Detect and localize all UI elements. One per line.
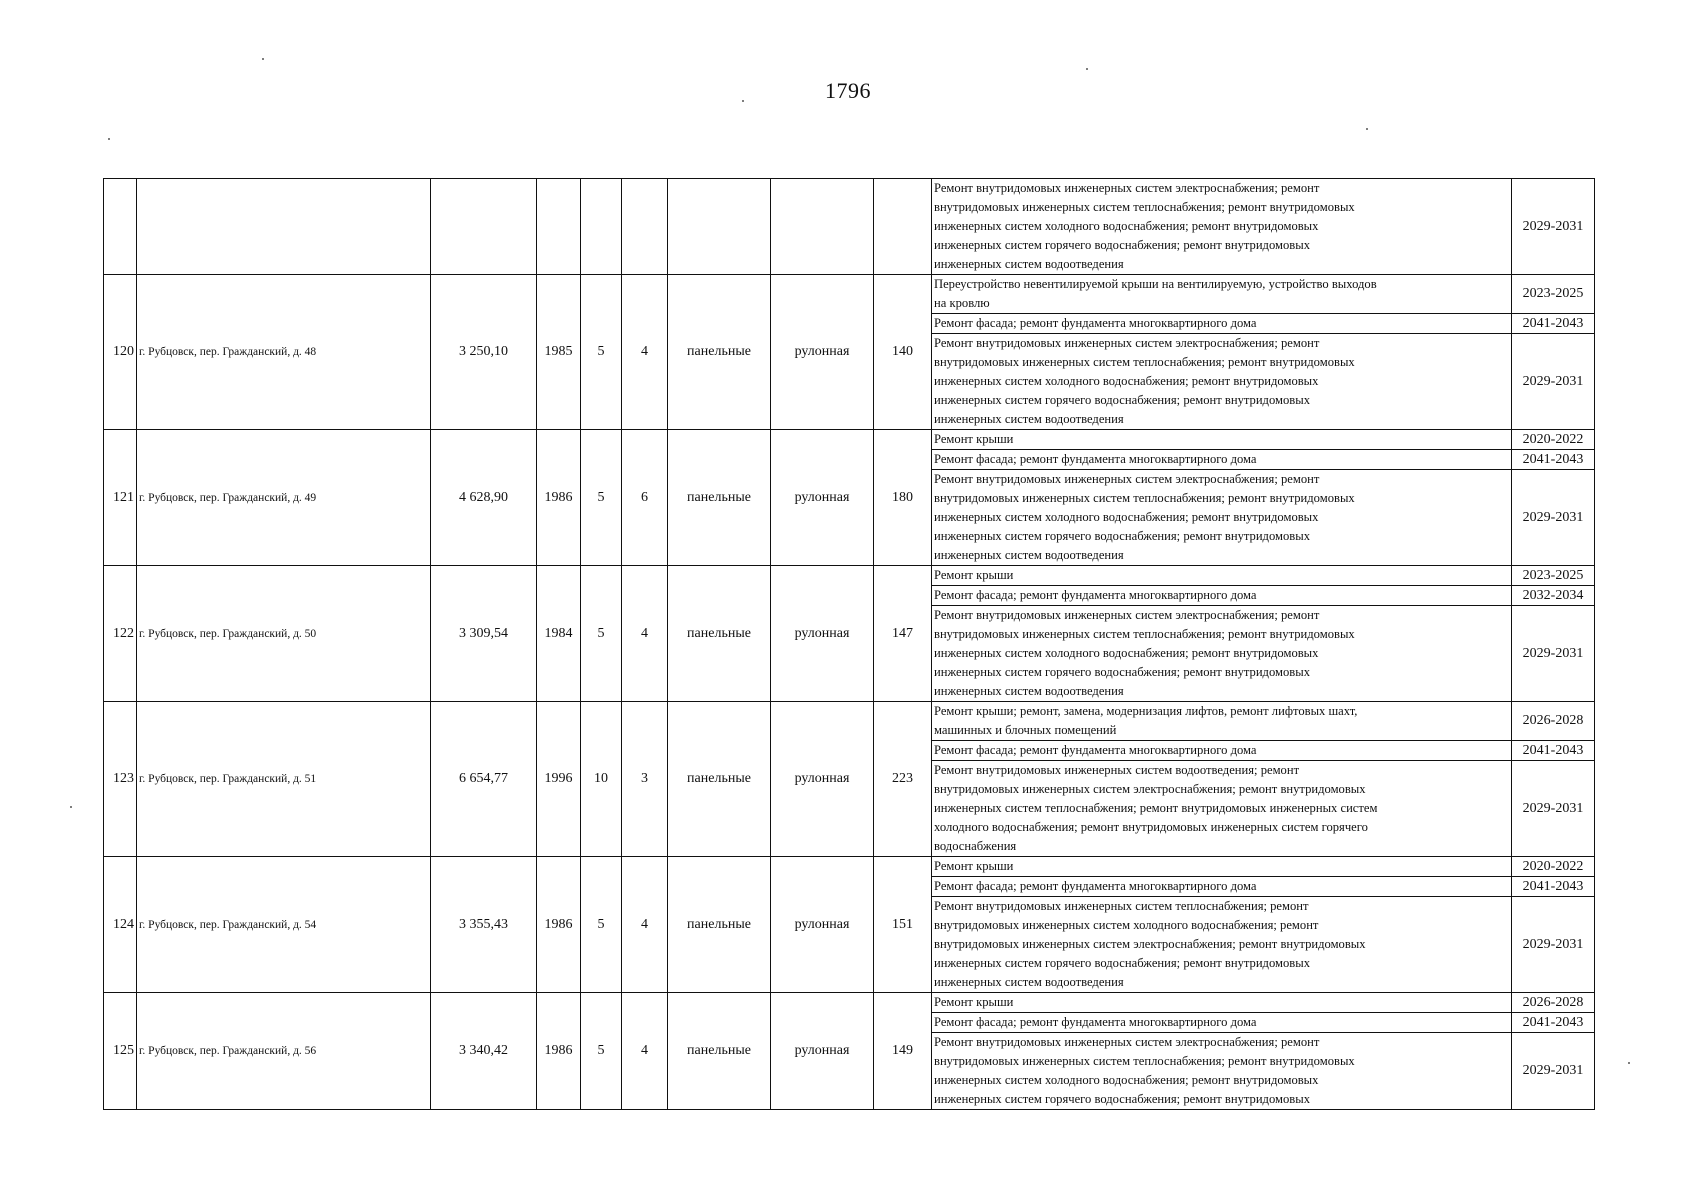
year-built-cell: 1986 (537, 430, 581, 566)
work-description-cell (932, 761, 1512, 857)
work-line: инженерных систем холодного водоснабжения; ремонт внутридомовых (934, 219, 1319, 233)
work-period-cell: 2032-2034 (1512, 586, 1595, 606)
work-period-cell: 2029-2031 (1512, 897, 1595, 993)
table-row (104, 430, 1595, 450)
work-line: холодного водоснабжения; ремонт внутридомовых инженерных систем горячего (934, 820, 1368, 834)
work-line: внутридомовых инженерных систем теплоснабжения; ремонт внутридомовых (934, 627, 1355, 641)
work-description-cell (932, 470, 1512, 566)
work-description-cell (932, 857, 1512, 877)
work-line: Ремонт крыши (934, 432, 1014, 446)
work-line: внутридомовых инженерных систем электроснабжения; ремонт внутридомовых (934, 782, 1366, 796)
work-period-cell: 2020-2022 (1512, 857, 1595, 877)
work-line: внутридомовых инженерных систем теплоснабжения; ремонт внутридомовых (934, 491, 1355, 505)
work-period-cell: 2041-2043 (1512, 877, 1595, 897)
entrances-cell: 4 (622, 857, 668, 993)
roof-type-cell: рулонная (771, 702, 874, 857)
work-line: инженерных систем горячего водоснабжения; ремонт внутридомовых (934, 665, 1310, 679)
scan-speck (262, 58, 264, 60)
row-number: 120 (104, 275, 137, 430)
row-number: 124 (104, 857, 137, 993)
work-line: внутридомовых инженерных систем теплоснабжения; ремонт внутридомовых (934, 355, 1355, 369)
work-line: Ремонт крыши (934, 995, 1014, 1009)
work-description-cell (932, 566, 1512, 586)
wall-material-cell: панельные (668, 702, 771, 857)
work-period-cell: 2023-2025 (1512, 275, 1595, 314)
residents-cell: 180 (874, 430, 932, 566)
work-period-cell: 2041-2043 (1512, 741, 1595, 761)
wall-material-cell: панельные (668, 857, 771, 993)
row-number (104, 179, 137, 275)
address-cell: г. Рубцовск, пер. Гражданский, д. 54 (137, 857, 431, 993)
residents-cell: 151 (874, 857, 932, 993)
roof-type-cell (771, 179, 874, 275)
work-line: инженерных систем водоотведения (934, 257, 1124, 271)
work-line: внутридомовых инженерных систем теплоснабжения; ремонт внутридомовых (934, 200, 1355, 214)
table-row (104, 275, 1595, 314)
work-line: инженерных систем горячего водоснабжения; ремонт внутридомовых (934, 529, 1310, 543)
scan-speck (742, 100, 744, 102)
work-period-cell: 2041-2043 (1512, 314, 1595, 334)
row-number: 123 (104, 702, 137, 857)
work-line: на кровлю (934, 296, 990, 310)
work-description-cell (932, 430, 1512, 450)
work-line: инженерных систем горячего водоснабжения; ремонт внутридомовых (934, 956, 1310, 970)
work-period-cell: 2026-2028 (1512, 993, 1595, 1013)
work-line: Ремонт фасада; ремонт фундамента многоквартирного дома (934, 1015, 1257, 1029)
work-line: Ремонт внутридомовых инженерных систем водоотведения; ремонт (934, 763, 1300, 777)
work-period-cell: 2029-2031 (1512, 606, 1595, 702)
address-cell: г. Рубцовск, пер. Гражданский, д. 49 (137, 430, 431, 566)
area-cell: 3 355,43 (431, 857, 537, 993)
floors-cell (581, 179, 622, 275)
scan-speck (1086, 68, 1088, 70)
area-cell: 3 250,10 (431, 275, 537, 430)
floors-cell: 5 (581, 430, 622, 566)
address-cell: г. Рубцовск, пер. Гражданский, д. 56 (137, 993, 431, 1110)
work-line: Ремонт внутридомовых инженерных систем электроснабжения; ремонт (934, 1035, 1320, 1049)
floors-cell: 5 (581, 993, 622, 1110)
work-line: Переустройство невентилируемой крыши на вентилируемую, устройство выходов (934, 277, 1377, 291)
year-built-cell: 1986 (537, 857, 581, 993)
table-row (104, 566, 1595, 586)
entrances-cell: 3 (622, 702, 668, 857)
scan-speck (108, 138, 110, 140)
work-description-cell (932, 586, 1512, 606)
roof-type-cell: рулонная (771, 430, 874, 566)
year-built-cell (537, 179, 581, 275)
year-built-cell: 1984 (537, 566, 581, 702)
floors-cell: 5 (581, 857, 622, 993)
residents-cell: 147 (874, 566, 932, 702)
work-line: Ремонт крыши (934, 568, 1014, 582)
work-line: инженерных систем теплоснабжения; ремонт внутридомовых инженерных систем (934, 801, 1378, 815)
work-description-cell (932, 1033, 1512, 1110)
work-period-cell: 2020-2022 (1512, 430, 1595, 450)
work-line: Ремонт внутридомовых инженерных систем электроснабжения; ремонт (934, 472, 1320, 486)
work-period-cell: 2026-2028 (1512, 702, 1595, 741)
work-description-cell (932, 606, 1512, 702)
work-line: инженерных систем горячего водоснабжения; ремонт внутридомовых (934, 1092, 1310, 1106)
work-line: Ремонт фасада; ремонт фундамента многоквартирного дома (934, 316, 1257, 330)
table-row (104, 179, 1595, 275)
address-cell: г. Рубцовск, пер. Гражданский, д. 51 (137, 702, 431, 857)
wall-material-cell: панельные (668, 275, 771, 430)
residents-cell (874, 179, 932, 275)
work-period-cell: 2029-2031 (1512, 1033, 1595, 1110)
work-line: Ремонт внутридомовых инженерных систем теплоснабжения; ремонт (934, 899, 1309, 913)
scan-speck (1366, 128, 1368, 130)
year-built-cell: 1986 (537, 993, 581, 1110)
address-cell: г. Рубцовск, пер. Гражданский, д. 48 (137, 275, 431, 430)
work-description-cell (932, 334, 1512, 430)
wall-material-cell: панельные (668, 430, 771, 566)
wall-material-cell (668, 179, 771, 275)
work-line: Ремонт внутридомовых инженерных систем электроснабжения; ремонт (934, 336, 1320, 350)
work-line: внутридомовых инженерных систем холодного водоснабжения; ремонт (934, 918, 1319, 932)
work-period-cell: 2029-2031 (1512, 470, 1595, 566)
entrances-cell (622, 179, 668, 275)
year-built-cell: 1996 (537, 702, 581, 857)
work-description-cell (932, 275, 1512, 314)
work-line: Ремонт внутридомовых инженерных систем электроснабжения; ремонт (934, 181, 1320, 195)
row-number: 122 (104, 566, 137, 702)
work-period-cell: 2041-2043 (1512, 1013, 1595, 1033)
work-period-cell: 2041-2043 (1512, 450, 1595, 470)
work-line: инженерных систем водоотведения (934, 548, 1124, 562)
wall-material-cell: панельные (668, 993, 771, 1110)
work-description-cell (932, 702, 1512, 741)
work-line: Ремонт внутридомовых инженерных систем электроснабжения; ремонт (934, 608, 1320, 622)
area-cell: 4 628,90 (431, 430, 537, 566)
work-line: внутридомовых инженерных систем электроснабжения; ремонт внутридомовых (934, 937, 1366, 951)
work-line: Ремонт фасада; ремонт фундамента многоквартирного дома (934, 879, 1257, 893)
page-number: 1796 (825, 78, 871, 103)
floors-cell: 10 (581, 702, 622, 857)
work-description-cell (932, 741, 1512, 761)
floors-cell: 5 (581, 566, 622, 702)
work-line: инженерных систем холодного водоснабжения; ремонт внутридомовых (934, 1073, 1319, 1087)
row-number: 121 (104, 430, 137, 566)
work-description-cell (932, 1013, 1512, 1033)
work-period-cell: 2023-2025 (1512, 566, 1595, 586)
year-built-cell: 1985 (537, 275, 581, 430)
work-line: Ремонт фасада; ремонт фундамента многоквартирного дома (934, 588, 1257, 602)
work-line: машинных и блочных помещений (934, 723, 1117, 737)
work-line: инженерных систем водоотведения (934, 684, 1124, 698)
residents-cell: 223 (874, 702, 932, 857)
row-number: 125 (104, 993, 137, 1110)
work-period-cell: 2029-2031 (1512, 761, 1595, 857)
work-period-cell: 2029-2031 (1512, 179, 1595, 275)
roof-type-cell: рулонная (771, 993, 874, 1110)
work-description-cell (932, 897, 1512, 993)
table-row (104, 857, 1595, 877)
area-cell (431, 179, 537, 275)
residents-cell: 149 (874, 993, 932, 1110)
work-description-cell (932, 877, 1512, 897)
table-body (104, 179, 1595, 1110)
roof-type-cell: рулонная (771, 566, 874, 702)
work-line: внутридомовых инженерных систем теплоснабжения; ремонт внутридомовых (934, 1054, 1355, 1068)
work-line: инженерных систем горячего водоснабжения; ремонт внутридомовых (934, 393, 1310, 407)
roof-type-cell: рулонная (771, 275, 874, 430)
work-period-cell: 2029-2031 (1512, 334, 1595, 430)
work-line: инженерных систем горячего водоснабжения; ремонт внутридомовых (934, 238, 1310, 252)
scan-speck (70, 806, 72, 808)
table-row (104, 993, 1595, 1013)
work-line: водоснабжения (934, 839, 1017, 853)
roof-type-cell: рулонная (771, 857, 874, 993)
area-cell: 3 340,42 (431, 993, 537, 1110)
area-cell: 3 309,54 (431, 566, 537, 702)
work-line: Ремонт фасада; ремонт фундамента многоквартирного дома (934, 452, 1257, 466)
work-description-cell (932, 314, 1512, 334)
work-description-cell (932, 450, 1512, 470)
work-line: инженерных систем холодного водоснабжения; ремонт внутридомовых (934, 646, 1319, 660)
work-description-cell (932, 993, 1512, 1013)
area-cell: 6 654,77 (431, 702, 537, 857)
work-line: инженерных систем холодного водоснабжения; ремонт внутридомовых (934, 374, 1319, 388)
wall-material-cell: панельные (668, 566, 771, 702)
entrances-cell: 6 (622, 430, 668, 566)
work-line: Ремонт крыши; ремонт, замена, модернизация лифтов, ремонт лифтовых шахт, (934, 704, 1358, 718)
entrances-cell: 4 (622, 993, 668, 1110)
address-cell: г. Рубцовск, пер. Гражданский, д. 50 (137, 566, 431, 702)
floors-cell: 5 (581, 275, 622, 430)
work-line: Ремонт крыши (934, 859, 1014, 873)
housing-register-table (103, 178, 1595, 1110)
address-cell (137, 179, 431, 275)
work-line: инженерных систем холодного водоснабжения; ремонт внутридомовых (934, 510, 1319, 524)
scan-speck (1628, 1062, 1630, 1064)
table-row (104, 702, 1595, 741)
work-line: инженерных систем водоотведения (934, 975, 1124, 989)
entrances-cell: 4 (622, 566, 668, 702)
residents-cell: 140 (874, 275, 932, 430)
work-line: Ремонт фасада; ремонт фундамента многоквартирного дома (934, 743, 1257, 757)
work-line: инженерных систем водоотведения (934, 412, 1124, 426)
work-description-cell (932, 179, 1512, 275)
entrances-cell: 4 (622, 275, 668, 430)
